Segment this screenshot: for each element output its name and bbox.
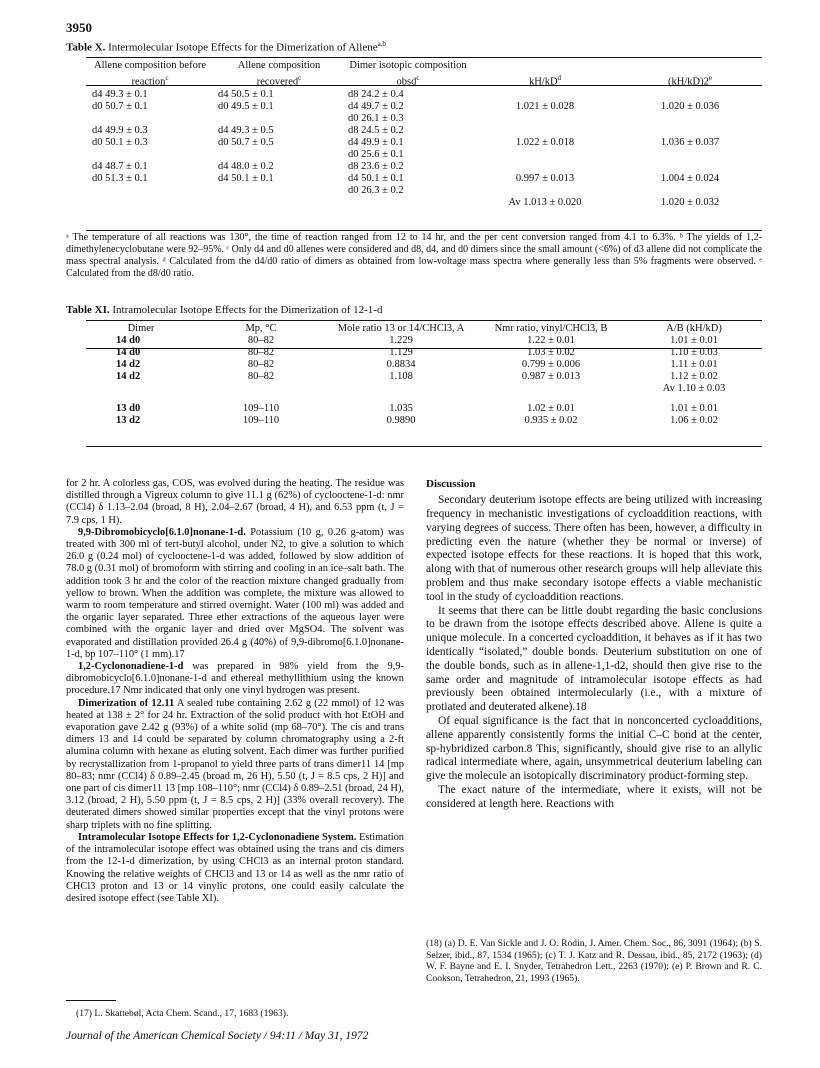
table10-row	[86, 113, 762, 125]
table10-row	[86, 173, 762, 185]
table10-cell	[86, 149, 214, 161]
table10-cell	[214, 149, 344, 161]
table11-average-row	[86, 383, 762, 395]
table10-cell	[214, 113, 344, 125]
table10-row	[86, 125, 762, 137]
table10-row	[86, 161, 762, 173]
table11-header-cell: Mp, °C	[245, 323, 277, 334]
paragraph-heading: 1,2-Cyclononadiene-1-d	[78, 661, 184, 673]
table10-cell	[618, 113, 762, 125]
table10-caption-sup: a,b	[377, 40, 386, 48]
table10-average-cell	[472, 197, 618, 209]
table10-header-cell: (kH/kD)2e	[668, 74, 712, 88]
table10-cell: d4 49.3 ± 0.5	[218, 124, 274, 136]
right-column	[426, 478, 762, 812]
table10-caption	[66, 40, 386, 54]
table10-cell	[618, 161, 762, 173]
table10-footnote: ᵃ The temperature of all reactions was 130°, the time of reaction ranged from 12 to 14 hr, and the per cent conversion ranged from 4.1 to 6.3%. ᵇ The yields of 1,2-dimethylenecyclobutane were 92–95%. ᶜ Only d4 and d0 allenes were considered and d8, d4, and d0 dimers since the small amount (<6%) of d3 allene did not complicate the mass spectral analysis. ᵈ Calculated from the d4/d0 ratio of dimers as obtained from low-voltage mass spectra where generally less than 5% fragments were observed. ᵉ Calculated from the d8/d0 ratio.	[66, 232, 762, 279]
table10-header-cell: Allene composition recovered$^c$	[237, 60, 321, 88]
table11-cell: 1.229	[389, 335, 413, 346]
table10-average-value: 1.013 ± 0.020	[523, 196, 582, 208]
paragraph-heading: 9,9-Dibromobicyclo[6.1.0]nonane-1-d.	[78, 526, 246, 538]
table10-cell: d8 24.5 ± 0.2	[348, 124, 404, 136]
table11-cell: 0.987 ± 0.013	[521, 371, 581, 382]
table11-header-cell: Nmr ratio, vinyl/CHCl3, B	[494, 323, 608, 334]
table11-header-row	[86, 323, 762, 335]
right-footnote: (18) (a) D. E. Van Sickle and J. O. Rodin, J. Amer. Chem. Soc., 86, 3091 (1964); (b) S. Selzer, ibid., 87, 1534 (1965); (c) T. J. Katz and R. Dessau, ibid., 85, 2172 (1963); (d) W. F. Bayne and E. I. Snyder, Tetrahedron Lett., 2263 (1970); (e) P. Brown and R. C. Cookson, Tetrahedron, 21, 1993 (1965).	[426, 938, 762, 984]
table10-cell: 1.036 ± 0.037	[660, 136, 720, 148]
table11-top-rule	[86, 320, 762, 321]
table11-caption-label: Table XI.	[66, 304, 110, 316]
table10-cell: 1.020 ± 0.036	[660, 100, 720, 112]
table10-cell	[214, 185, 344, 197]
table10-header-cell: Dimer isotopic composition obsd$^c$	[349, 60, 467, 88]
table10-average-cell	[618, 197, 762, 209]
table10-average-value: 1.020 ± 0.032	[660, 196, 720, 208]
table10-header-cell: Allene composition before reaction$^c$	[94, 60, 206, 88]
paragraph-text: for 2 hr. A colorless gas, COS, was evolved during the heating. The residue was distilled through a Vigreux column to give 11.1 g (62%) of cyclooctene-1-d: nmr (CCl4) δ 1.13–2.04 (broad, 8 H), 2.04–2.67 (broad, 4 H), and 6.53 ppm (t, J = 7.9 cps, 1 H).	[66, 478, 404, 526]
table10-cell: 1.022 ± 0.018	[515, 136, 575, 148]
table10-top-rule	[86, 57, 762, 58]
table10-cell: d4 50.1 ± 0.1	[218, 172, 274, 184]
table11-average-value: 1.10 ± 0.03	[677, 383, 726, 394]
table10-cell: d4 49.9 ± 0.3	[92, 124, 148, 136]
table11-cell: 1.129	[389, 347, 413, 358]
table10-cell: d8 24.2 ± 0.4	[348, 88, 404, 100]
table10-cell: d0 26.1 ± 0.3	[348, 112, 404, 124]
discussion-paragraph: It seems that there can be little doubt regarding the basic conclusions to be drawn from the isotope effects described above. Allene is quite a unique molecule. In a concerted cycloaddition, it behaves as if it has two identically “isolated,” double bonds. Deuterium substitution on one of the double bonds, such as in allene-1,1-d2, should then give rise to the same order and magnitude of intramolecular isotope effects as had previously been obtained intermolecularly (i.e., with a mixture of protiated and deuterated alkene).18	[426, 604, 762, 714]
table10-cell: d8 23.6 ± 0.2	[348, 160, 404, 172]
table11-cell: 80–82	[247, 371, 275, 382]
table10-cell: 1.021 ± 0.028	[515, 100, 575, 112]
table11-cell: 14 d0	[116, 335, 141, 346]
discussion-paragraph: Of equal significance is the fact that in nonconcerted cycloadditions, allene apparently consistently forms the initial C–C bond at the center, sp-hybridized carbon.8 This, significantly, should give rise to an allylic radical intermediate where, again, unsymmetrical deuterium labeling can give the molecule an isotopically discriminatory product-forming step.	[426, 714, 762, 783]
paragraph-text: Potassium (10 g, 0.26 g-atom) was treated with 300 ml of tert-butyl alcohol, under N2, to give a solution to which 26.0 g (0.24 mol) of cyclooctene-1-d was added, followed by slow addition of 78.0 g (0.31 mol) of bromoform with stirring and cooling in an ice–salt bath. The addition took 3 hr and the color of the reaction mixture changed gradually from yellow to brown. When the addition was complete, the mixture was allowed to warm to room temperature and stirred overnight. Water (100 ml) was added and the organic layer separated. Three ether extractions of the aqueous layer were combined with the organic layer and dried over MgSO4. The solvent was evaporated and distillation provided 26.4 g (40%) of 9,9-dibromo[6.1.0]nonane-1-d, bp 107–110° (1 mm).17	[66, 526, 404, 660]
table11-cell: 1.11 ± 0.01	[670, 359, 718, 370]
left-footnote-rule	[66, 1000, 116, 1001]
left-paragraph	[66, 698, 404, 832]
table10-cell: d4 49.3 ± 0.1	[92, 88, 148, 100]
table10-average-label: Av	[508, 196, 521, 208]
table11-header-cell: A/B (kH/kD)	[666, 323, 722, 334]
table10-cell	[618, 89, 762, 101]
table11-cell: 1.01 ± 0.01	[670, 403, 718, 414]
table11-header-rule	[86, 348, 762, 349]
left-paragraph	[66, 527, 404, 661]
table11-average-label: Av	[662, 383, 675, 394]
table10-row	[86, 185, 762, 197]
table10-cell: d0 26.3 ± 0.2	[348, 184, 404, 196]
table11-cell: 0.8834	[386, 359, 416, 370]
table11-cell: 1.035	[389, 403, 413, 414]
table11-cell: 109–110	[242, 415, 280, 426]
table10-cell: d0 50.7 ± 0.5	[218, 136, 274, 148]
table11-row	[86, 403, 762, 415]
table10-row	[86, 149, 762, 161]
table10-cell	[618, 149, 762, 161]
table10-cell	[86, 185, 214, 197]
table11-cell: 1.12 ± 0.02	[670, 371, 718, 382]
table11-cell: 80–82	[247, 359, 275, 370]
table10-cell: d0 51.3 ± 0.1	[92, 172, 148, 184]
table10	[86, 60, 762, 209]
table10-caption-label: Table X.	[66, 41, 106, 54]
left-paragraph	[66, 478, 404, 527]
table10-cell	[618, 185, 762, 197]
table11-row	[86, 415, 762, 427]
table11-cell: 1.10 ± 0.03	[670, 347, 718, 358]
table11-cell: 14 d0	[116, 347, 141, 358]
table11-cell: 14 d2	[116, 359, 141, 370]
table11-caption-text: Intramolecular Isotope Effects for the Dimerization of 12-1-d	[112, 304, 383, 316]
table10-cell: d0 49.5 ± 0.1	[218, 100, 274, 112]
table11-average-cell	[626, 383, 762, 395]
left-footnote: (17) L. Skattebøl, Acta Chem. Scand., 17, 1683 (1963).	[76, 1008, 289, 1019]
table10-average-row	[86, 197, 762, 209]
table11-caption	[66, 304, 382, 316]
paragraph-heading: Dimerization of 12.11	[78, 697, 175, 709]
paragraph-text: was prepared in 98% yield from the 9,9-dibromobicyclo[6.1.0]nonane-1-d and ethereal methyllithium using the known procedure.17 Nmr indicated that only one vinyl hydrogen was present.	[66, 661, 404, 697]
table10-cell: d0 25.6 ± 0.1	[348, 148, 404, 160]
table10-cell: 1.004 ± 0.024	[660, 172, 720, 184]
table10-row	[86, 101, 762, 113]
table11-cell: 0.799 ± 0.006	[521, 359, 581, 370]
left-column	[66, 478, 404, 905]
table10-bottom-rule	[86, 230, 762, 231]
discussion-paragraph: Secondary deuterium isotope effects are being utilized with increasing frequency in mechanistic investigations of cycloaddition reactions, with varying degrees of success. There often has been, however, a difficulty in predicting even the nature (whether they be normal or inverse) of expected isotope effects for these reactions. It is hoped that this work, along with that of numerous other research groups will help alleviate this problem and thus make secondary isotope effects a viable mechanistic tool in the study of cycloaddition reactions.	[426, 494, 762, 603]
table11-cell: 1.03 ± 0.02	[527, 347, 575, 358]
page-number: 3950	[66, 20, 92, 35]
paragraph-heading: Intramolecular Isotope Effects for 1,2-Cyclononadiene System.	[78, 831, 357, 843]
discussion-title: Discussion	[426, 478, 476, 490]
table10-cell	[472, 161, 618, 173]
table11-cell: 13 d2	[116, 415, 141, 426]
table11-cell: 1.22 ± 0.01	[527, 335, 575, 346]
table11-cell: 1.06 ± 0.02	[670, 415, 718, 426]
table11-cell: 0.935 ± 0.02	[524, 415, 578, 426]
table11-cell: 14 d2	[116, 371, 141, 382]
table10-caption-text: Intermolecular Isotope Effects for the Dimerization of Allene	[108, 41, 378, 54]
paragraph-text: Estimation of the intramolecular isotope effect was obtained using the trans and cis dimers from the 12-1-d dimerization, by using CHCl3 as an internal proton standard. Knowing the relative weights of CHCl3 and 13 or 14 as well as the nmr ratio of CHCl3 proton and 13 or 14 vinylic protons, one could easily calculate the desired isotope effect (see Table XI).	[66, 831, 404, 904]
table11-cell: 80–82	[247, 335, 275, 346]
left-paragraph	[66, 661, 404, 698]
table11-cell: 1.108	[389, 371, 413, 382]
discussion-paragraph: The exact nature of the intermediate, where it exists, will not be considered at length here. Reactions with	[426, 783, 762, 810]
table11-cell: 109–110	[242, 403, 280, 414]
table11-cell: 1.02 ± 0.01	[527, 403, 575, 414]
paragraph-text: A sealed tube containing 2.62 g (22 mmol) of 12 was heated at 138 ± 2° for 24 hr. Extraction of the solid product with hot EtOH and evaporation gave 2.42 g (93%) of a white solid (mp 68–70°). The cis and trans dimers 13 and 14 could be separated by column chromatography using a 2-ft alumina column with hexane as eluting solvent. Each dimer was further purified by recrystallization from 1-propanol to yield three parts of trans dimer11 14 [mp 80–83; nmr (CCl4) δ 0.89–2.45 (broad m, 26 H), 5.50 (t, J = 8.5 cps, 2 H)] and one part of cis dimer11 13 [mp 108–110°; nmr (CCl4) δ 0.89–2.51 (broad, 24 H), 3.12 (broad, 2 H), 5.50 ppm (t, J = 8.5 cps, 2 H)] (33% overall recovery). The deuterated dimers showed similar properties except that the vinyl protons were sharp triplets with no fine splitting.	[66, 697, 404, 831]
table10-row	[86, 89, 762, 101]
table11-header-cell: Mole ratio 13 or 14/CHCl3, A	[337, 323, 465, 334]
table11-row	[86, 371, 762, 383]
table11-bottom-rule	[86, 446, 762, 447]
table10-cell: d4 50.1 ± 0.1	[348, 172, 404, 184]
table10-cell: d4 50.5 ± 0.1	[218, 88, 274, 100]
table10-cell	[472, 185, 618, 197]
journal-footer: Journal of the American Chemical Society / 94:11 / May 31, 1972	[66, 1030, 369, 1042]
table10-header-cell: $kH/kD^d$	[528, 74, 562, 88]
table10-cell: d4 49.7 ± 0.2	[348, 100, 404, 112]
table10-cell: d0 50.1 ± 0.3	[92, 136, 148, 148]
table11-header-cell: Dimer	[127, 323, 155, 334]
table11-cell: 13 d0	[116, 403, 141, 414]
table11-cell: 80–82	[247, 347, 275, 358]
table11-row	[86, 335, 762, 347]
table10-row	[86, 137, 762, 149]
table10-body	[86, 89, 762, 209]
table10-cell	[472, 89, 618, 101]
table10-header-rule	[86, 85, 762, 86]
table11	[86, 323, 762, 427]
table10-cell: d4 49.9 ± 0.1	[348, 136, 404, 148]
table10-cell	[472, 125, 618, 137]
table10-cell: d4 48.0 ± 0.2	[218, 160, 274, 172]
table11-cell: 1.01 ± 0.01	[670, 335, 718, 346]
table11-row	[86, 359, 762, 371]
table10-cell	[618, 125, 762, 137]
table10-cell: 0.997 ± 0.013	[515, 172, 575, 184]
table10-cell	[472, 149, 618, 161]
table10-cell	[86, 113, 214, 125]
table11-spacer	[86, 395, 762, 403]
left-paragraph	[66, 832, 404, 905]
table10-cell: d4 48.7 ± 0.1	[92, 160, 148, 172]
table10-cell	[472, 113, 618, 125]
table10-cell: d0 50.7 ± 0.1	[92, 100, 148, 112]
table11-cell: 0.9890	[386, 415, 416, 426]
